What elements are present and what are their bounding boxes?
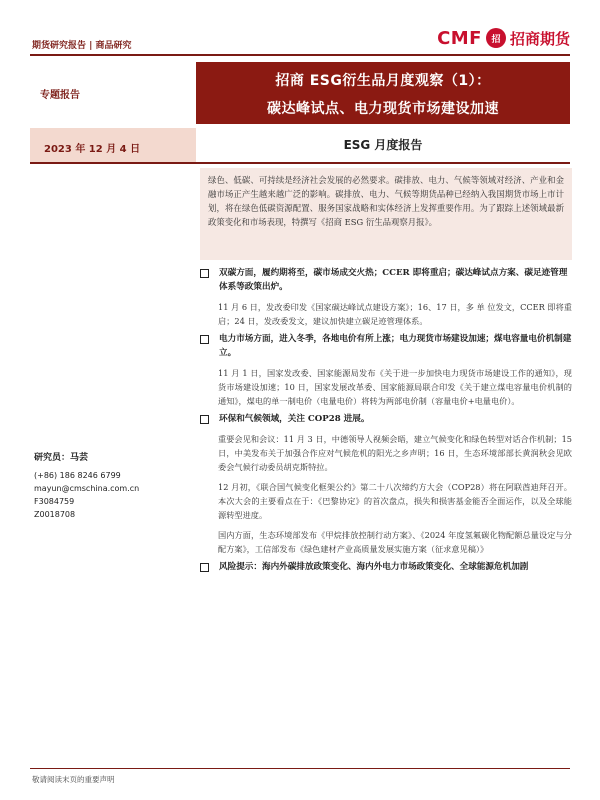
analyst-info — [34, 452, 139, 521]
section-paragraph: 11 月 1 日，国家发改委、国家能源局发布《关于进一步加快电力现货市场建设工作的通知》，现货市场建设加速；10 日，国家发展改革委、国家能源局联合印发《关于建立煤电容量电价机制的通知》，煤电的单一制电价（电量电价）将转为两部电价制（容量电价+电量电价）。 — [218, 368, 572, 406]
section-heading: 环保和气候领域，关注 COP28 进展。 — [219, 414, 370, 424]
report-category: 专题报告 — [40, 90, 80, 101]
analyst-phone: (+86) 186 8246 6799 — [34, 471, 121, 480]
analyst-name: 研究员：马芸 — [34, 453, 89, 463]
header-section-label: 期货研究报告 | 商品研究 — [32, 41, 132, 51]
checkbox-bullet-icon — [200, 563, 209, 572]
logo-cmf-text: CMF — [437, 27, 482, 49]
summary-text: 绿色、低碳、可持续是经济社会发展的必然要求。碳排放、电力、气候等领域对经济、产业和金融市场正产生越来越广泛的影响。碳排放、电力、气候等期货品种已经纳入我国期货市场上市计划，将在绿色低碳资源配置、服务国家战略和实体经济上发挥重要作用。为了跟踪上述领域最新政策变化和市场表现，特撰写《招商 ESG 衍生品观察月报》。 — [208, 175, 564, 227]
report-type: ESG 月度报告 — [343, 138, 423, 152]
section-bullet — [200, 332, 572, 360]
section-paragraph: 重要会见和会议：11 月 3 日，中德领导人视频会晤，建立气候变化和绿色转型对话合作机制；15 日，中美发布关于加强合作应对气候危机的阳光之乡声明；16 日，生态环境部部长黄润秋会见欧委会气候行动委员胡克斯特拉。 — [218, 434, 572, 472]
footer-divider — [30, 768, 570, 769]
report-title-line2: 碳达峰试点、电力现货市场建设加速 — [267, 101, 499, 117]
section-heading: 双碳方面，履约期将至，碳市场成交火热；CCER 即将重启；碳达峰试点方案、碳足迹管理体系等政策出炉。 — [219, 268, 568, 292]
analyst-license-2: Z0018708 — [34, 510, 76, 519]
report-date: 2023 年 12 月 4 日 — [44, 144, 141, 155]
title-banner — [196, 62, 570, 124]
section-bullet — [200, 266, 572, 294]
title-divider — [30, 162, 570, 164]
checkbox-bullet-icon — [200, 269, 209, 278]
section-paragraph: 国内方面，生态环境部发布《甲烷排放控制行动方案》、《2024 年度氢氟碳化物配额总量设定与分配方案》，工信部发布《绿色建材产业高质量发展实施方案（征求意见稿）》 — [218, 530, 572, 554]
report-title-line1: 招商 ESG衍生品月度观察（1）： — [275, 73, 491, 89]
logo-badge-icon: 招 — [486, 28, 506, 48]
main-content — [200, 262, 572, 574]
logo-company-name: 招商期货 — [509, 29, 570, 48]
section-paragraph: 12 月初，《联合国气候变化框架公约》第二十八次缔约方大会（COP28）将在阿联酋迪拜召开。本次大会的主要看点在于：《巴黎协定》的首次盘点，损失和损害基金能否全面运作，以及全球能源转型进度。 — [218, 482, 572, 520]
section-heading: 电力市场方面，进入冬季，各地电价有所上涨；电力现货市场建设加速；煤电容量电价机制建立。 — [219, 334, 572, 358]
company-logo — [437, 26, 570, 50]
analyst-email[interactable]: mayun@cmschina.com.cn — [34, 484, 140, 493]
footer-disclaimer: 敬请阅读末页的重要声明 — [32, 775, 115, 784]
summary-box — [200, 168, 572, 260]
analyst-license-1: F3084759 — [34, 497, 75, 506]
section-paragraph: 11 月 6 日，发改委印发《国家碳达峰试点建设方案》；16、17 日，多 单 位发文，CCER 即将重启；24 日，发改委发文，建议加快建立碳足迹管理体系。 — [218, 302, 572, 326]
header-divider — [30, 54, 570, 56]
checkbox-bullet-icon — [200, 335, 209, 344]
risk-warning: 风险提示：海内外碳排放政策变化、海内外电力市场政策变化、全球能源危机加剧 — [219, 562, 529, 572]
section-bullet — [200, 412, 572, 426]
section-bullet — [200, 560, 572, 574]
checkbox-bullet-icon — [200, 415, 209, 424]
